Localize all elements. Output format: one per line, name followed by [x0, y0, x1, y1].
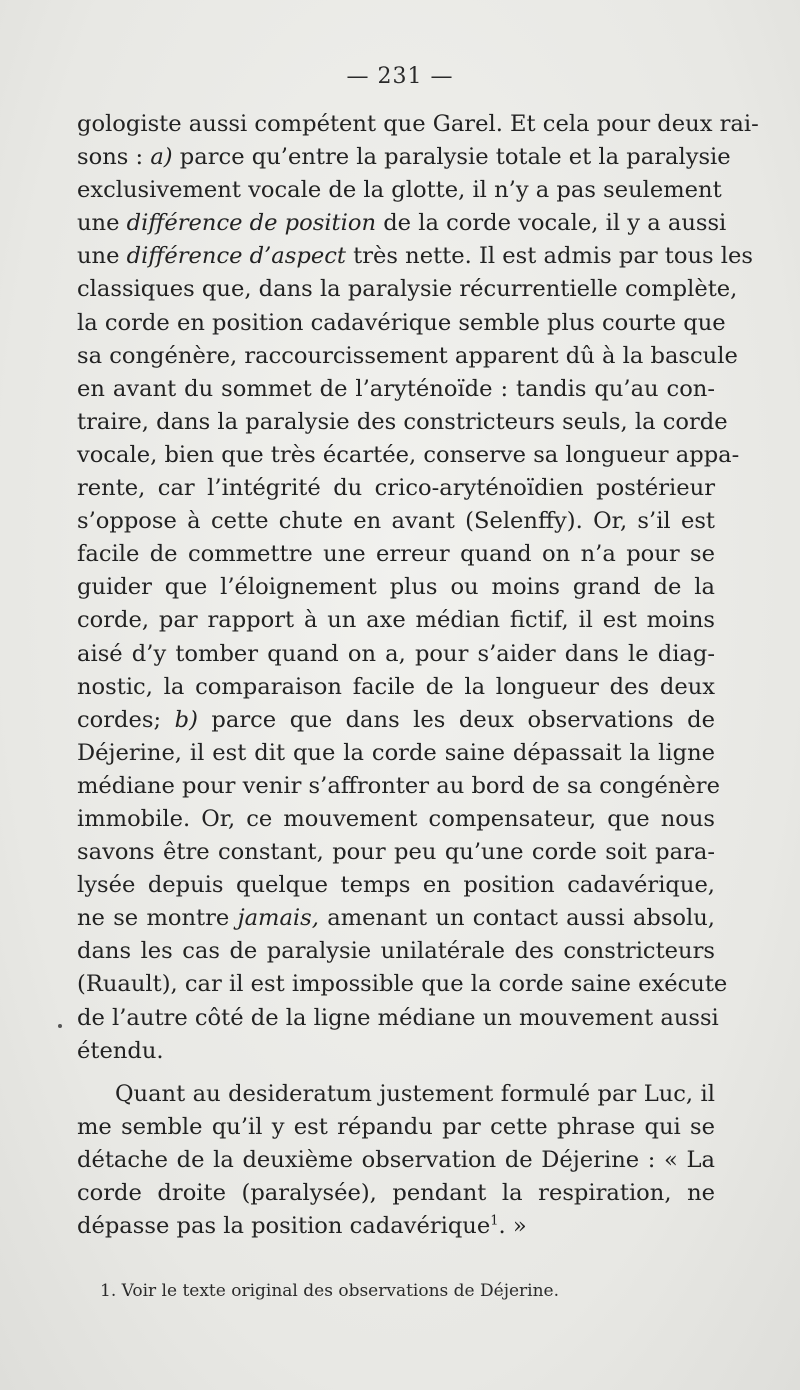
italic-text: a) [150, 144, 173, 171]
text-line: s’oppose à cette chute en avant (Selenffy). Or, s’il est [77, 508, 715, 535]
text-line: Déjerine, il est dit que la corde saine dépassait la ligne [77, 739, 715, 766]
text-line: immobile. Or, ce mouvement compensateur, que nous [77, 805, 715, 832]
text-line: dépasse pas la position cadavérique$^1$. » [77, 1213, 527, 1240]
text-line: vocale, bien que très écartée, conserve sa longueur appa- [77, 441, 740, 468]
text-line: lysée depuis quelque temps en position cadavérique, [77, 872, 715, 899]
text-line: ne se montre jamais, amenant un contact aussi absolu, [77, 905, 715, 932]
ink-speck [58, 1024, 62, 1028]
text-line: me semble qu’il y est répandu par cette phrase qui se [77, 1113, 715, 1140]
text-line: de l’autre côté de la ligne médiane un mouvement aussi [77, 1004, 719, 1031]
text-line: étendu. [77, 1037, 164, 1064]
text-line: une différence d’aspect très nette. Il est admis par tous les [77, 243, 754, 270]
text-line: nostic, la comparaison facile de la longueur des deux [77, 673, 715, 700]
footnote: 1. Voir le texte original des observations de Déjerine. [100, 1281, 560, 1301]
italic-text: b) [174, 706, 198, 733]
text-line: corde, par rapport à un axe médian fictif, il est moins [77, 607, 715, 634]
page-number: — 231 — [346, 64, 454, 89]
closing-quote: . » [498, 1213, 527, 1240]
text-line: détache de la deuxième observation de Déjerine : « La [77, 1146, 715, 1173]
text-line: une différence de position de la corde vocale, il y a aussi [77, 210, 727, 237]
body-text [77, 108, 759, 1243]
italic-text: différence d’aspect [126, 243, 346, 270]
text-line: sa congénère, raccourcissement apparent dû à la bascule [77, 342, 738, 369]
text-line: la corde en position cadavérique semble plus courte que [77, 309, 726, 336]
text-line: rente, car l’intégrité du crico-aryténoïdien postérieur [77, 475, 715, 502]
text-line: Quant au desideratum justement formulé par Luc, il [115, 1080, 715, 1107]
italic-text: différence de position [126, 210, 377, 237]
paragraph-1 [77, 108, 759, 1068]
text-line: médiane pour venir s’affronter au bord de sa congénère [77, 772, 720, 799]
text-line: gologiste aussi compétent que Garel. Et cela pour deux rai- [77, 111, 759, 137]
text-line: en avant du sommet de l’aryténoïde : tandis qu’au con- [77, 375, 715, 402]
text-line: exclusivement vocale de la glotte, il n’y a pas seulement [77, 177, 722, 204]
text-line: traire, dans la paralysie des constricteurs seuls, la corde [77, 408, 728, 435]
text-line: (Ruault), car il est impossible que la corde saine exécute [77, 971, 728, 998]
text-line: dans les cas de paralysie unilatérale des constricteurs [77, 938, 715, 965]
text-line: guider que l’éloignement plus ou moins grand de la [77, 574, 715, 601]
italic-text: jamais, [237, 905, 319, 932]
text-line: cordes; b) parce que dans les deux observations de [77, 706, 716, 733]
text-line: sons : a) parce qu’entre la paralysie totale et la paralysie [77, 144, 731, 171]
paragraph-2 [77, 1078, 715, 1243]
text-line: corde droite (paralysée), pendant la respiration, ne [77, 1180, 715, 1206]
text-line: facile de commettre une erreur quand on n’a pour se [77, 541, 715, 568]
paragraph-gap [77, 1068, 715, 1078]
text-line: aisé d’y tomber quand on a, pour s’aider dans le diag- [77, 640, 715, 667]
text-line: classiques que, dans la paralysie récurrentielle complète, [77, 276, 738, 303]
footnote-marker: 1 [490, 1213, 499, 1229]
text-line: savons être constant, pour peu qu’une corde soit para- [77, 839, 715, 866]
